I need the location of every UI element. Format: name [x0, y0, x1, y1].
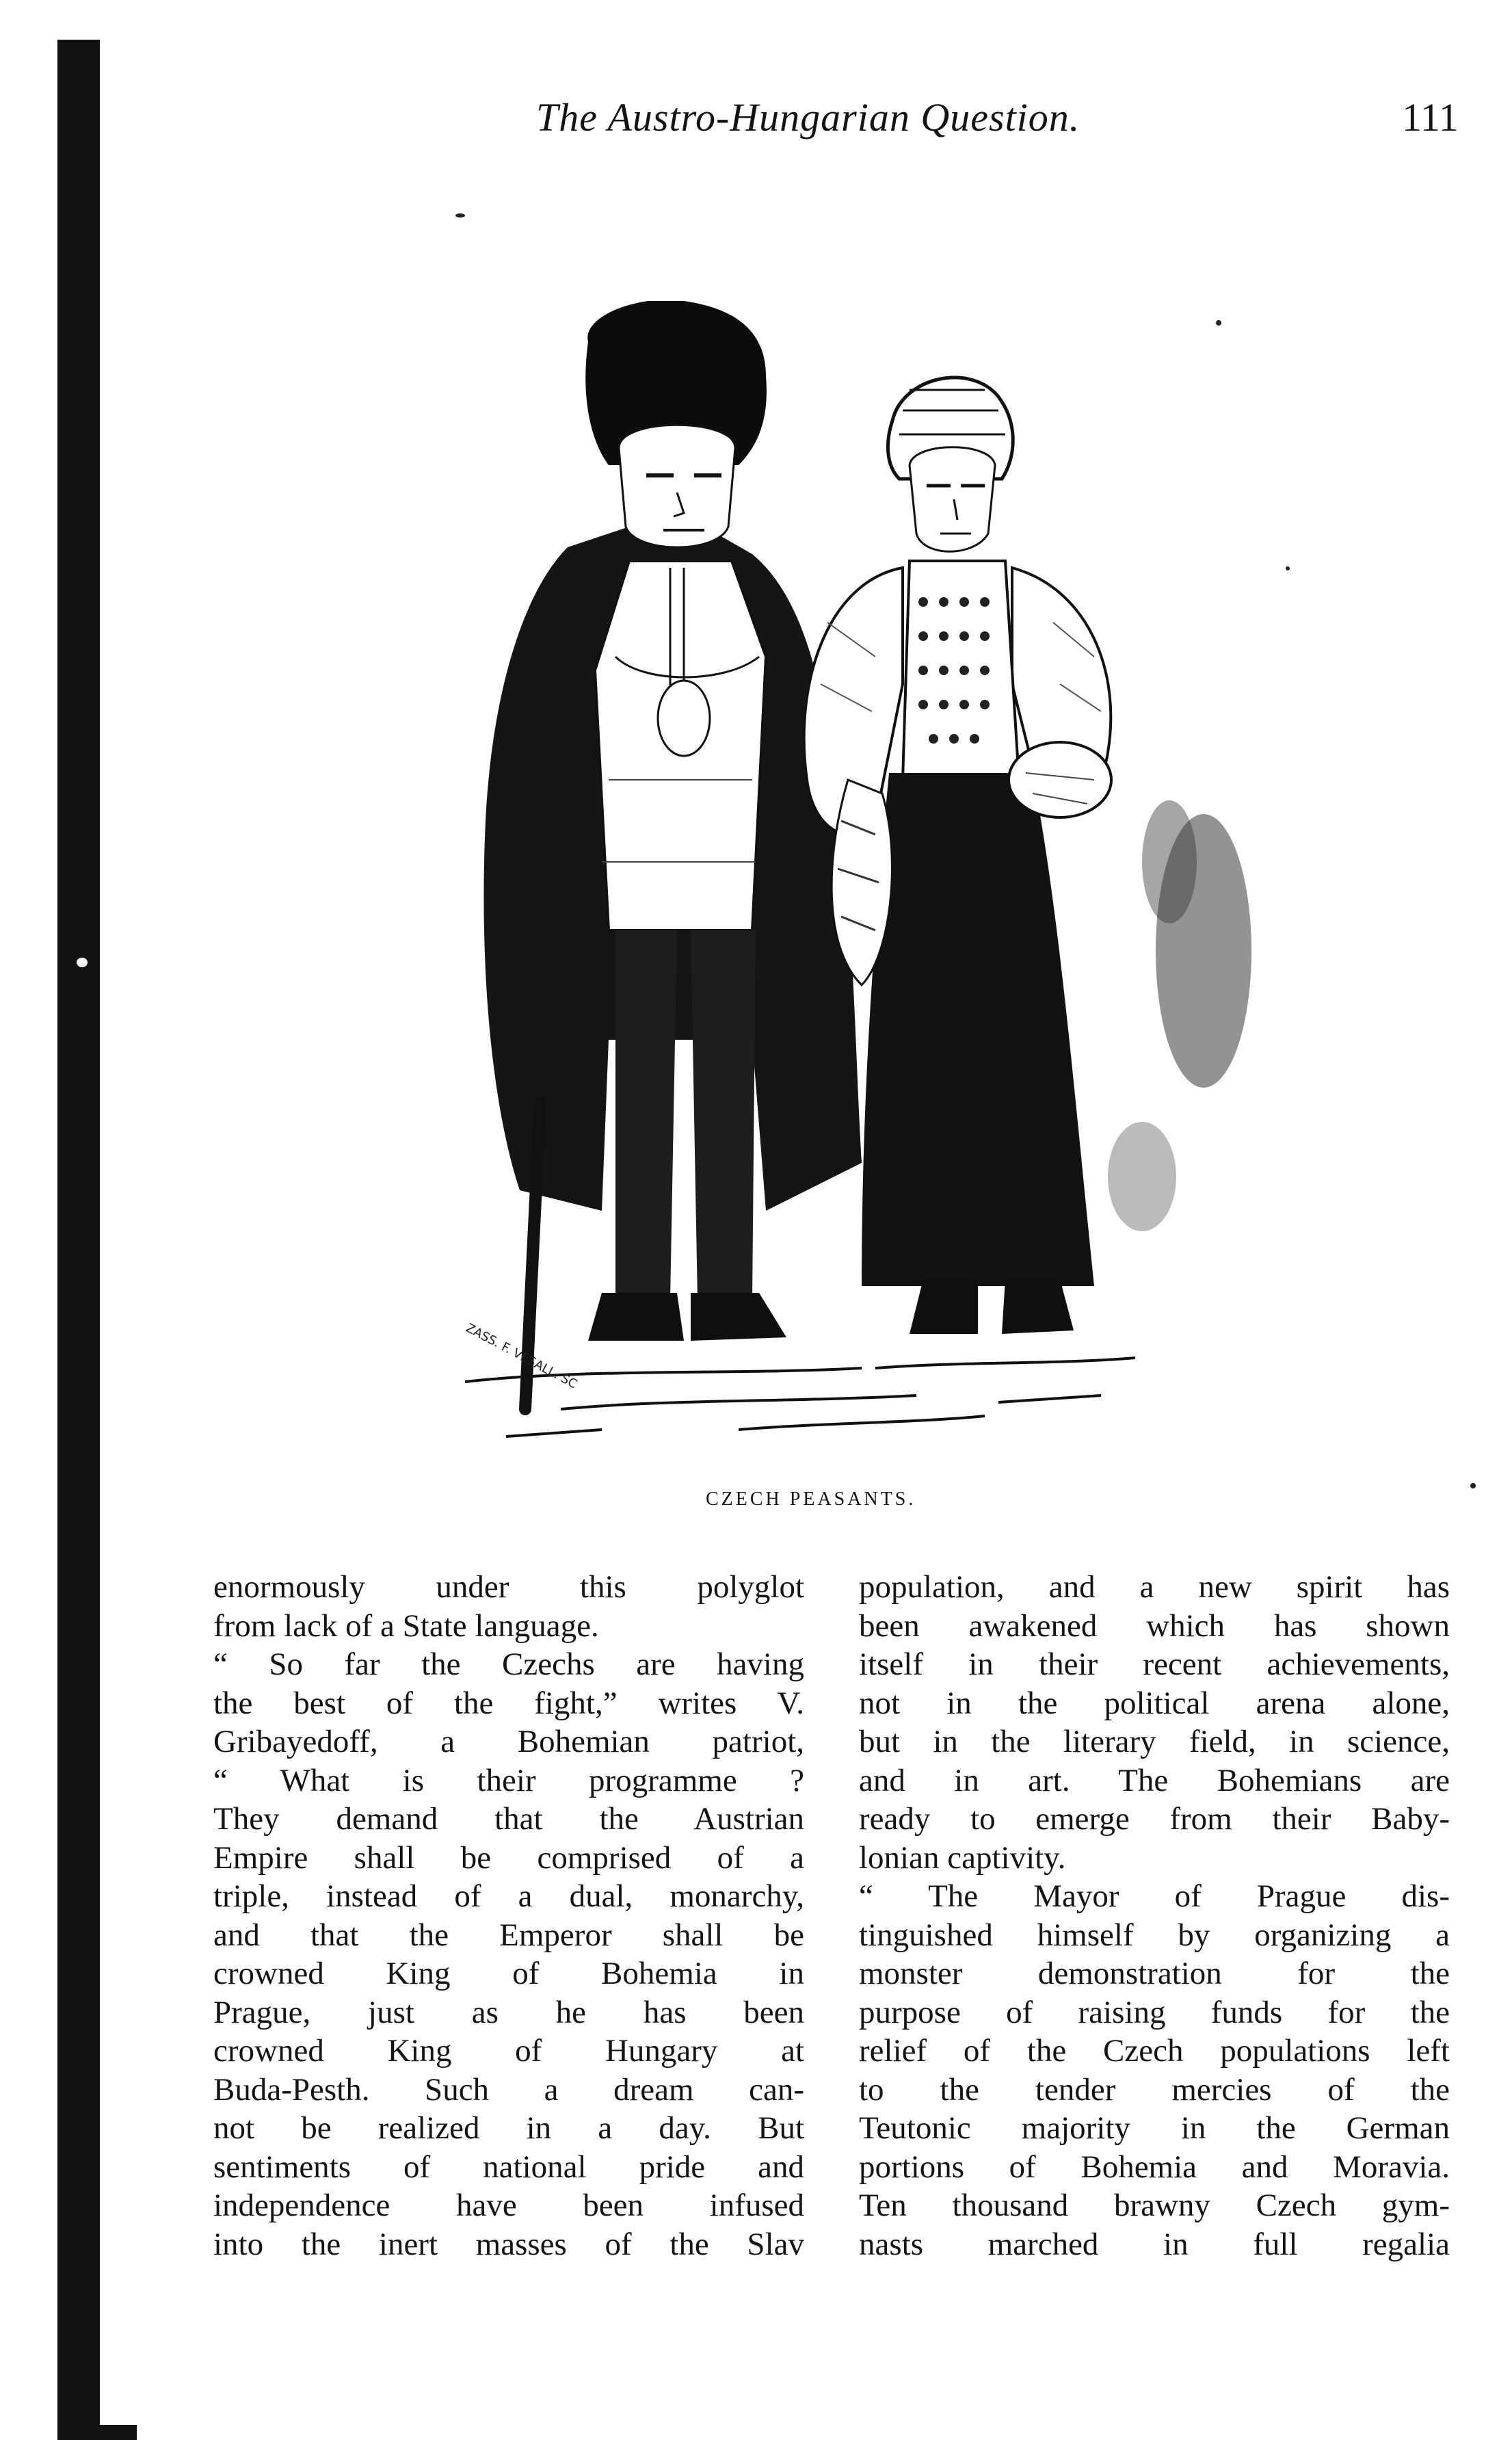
page-number: 111 [1402, 95, 1459, 140]
text-line: the best of the fight,” writes V. [213, 1685, 804, 1721]
text-line: tinguished himself by organizing a [859, 1917, 1450, 1953]
text-line: crowned King of Hungary at [213, 2033, 804, 2069]
text-line: They demand that the Austrian [213, 1801, 804, 1837]
text-line: relief of the Czech populations left [859, 2033, 1450, 2069]
woman-figure [804, 378, 1111, 1334]
text-line: “ What is their programme ? [213, 1762, 804, 1798]
running-title: The Austro-Hungarian Question. [536, 95, 1080, 140]
text-line: Prague, just as he has been [213, 1994, 804, 2030]
print-speck [1286, 566, 1290, 570]
text-line: enormously under this polyglot [213, 1569, 804, 1605]
text-line: Teutonic majority in the German [859, 2110, 1450, 2146]
text-line: and in art. The Bohemians are [859, 1762, 1450, 1798]
ground-lines [465, 1358, 1135, 1437]
text-line: population, and a new spirit has [859, 1569, 1450, 1605]
engraver-signature: ZASS. F. VESALL. SC [463, 1320, 580, 1392]
print-speck [455, 213, 465, 218]
text-line: but in the literary field, in science, [859, 1724, 1450, 1759]
binding-edge-mark [77, 958, 88, 967]
text-line: monster demonstration for the [859, 1956, 1450, 1991]
binding-edge-foot [96, 2425, 137, 2440]
czech-peasants-engraving [383, 301, 1272, 1478]
text-line: portions of Bohemia and Moravia. [859, 2149, 1450, 2185]
text-line: itself in their recent achievements, [859, 1647, 1450, 1682]
text-line: and that the Emperor shall be [213, 1917, 804, 1953]
text-line: lonian captivity. [859, 1839, 1066, 1876]
text-line: nasts marched in full regalia [859, 2226, 1450, 2262]
text-line: Gribayedoff, a Bohemian patriot, [213, 1724, 804, 1759]
man-figure [483, 301, 862, 1409]
text-line: independence have been infused [213, 2188, 804, 2223]
text-line: purpose of raising funds for the [859, 1994, 1450, 2030]
binding-edge [57, 40, 100, 2440]
text-line: from lack of a State language. [213, 1608, 599, 1644]
text-line: Buda-Pesth. Such a dream can- [213, 2071, 804, 2108]
figure-caption: CZECH PEASANTS. [706, 1488, 916, 1510]
print-speck [1470, 1483, 1476, 1488]
text-line: to the tender mercies of the [859, 2071, 1450, 2108]
text-column-right [859, 1568, 1450, 2264]
text-line: triple, instead of a dual, monarchy, [213, 1878, 804, 1914]
text-line: Ten thousand brawny Czech gym- [859, 2188, 1450, 2223]
text-line: into the inert masses of the Slav [213, 2226, 804, 2262]
text-column-left [213, 1568, 804, 2264]
text-line: Empire shall be comprised of a [213, 1839, 804, 1876]
text-line: ready to emerge from their Baby- [859, 1801, 1450, 1837]
text-line: “ The Mayor of Prague dis- [859, 1878, 1450, 1914]
text-line: not in the political arena alone, [859, 1685, 1450, 1721]
text-line: not be realized in a day. But [213, 2110, 804, 2146]
text-line: “ So far the Czechs are having [213, 1647, 804, 1682]
text-line: sentiments of national pride and [213, 2149, 804, 2185]
text-line: crowned King of Bohemia in [213, 1956, 804, 1991]
text-line: been awakened which has shown [859, 1608, 1450, 1644]
